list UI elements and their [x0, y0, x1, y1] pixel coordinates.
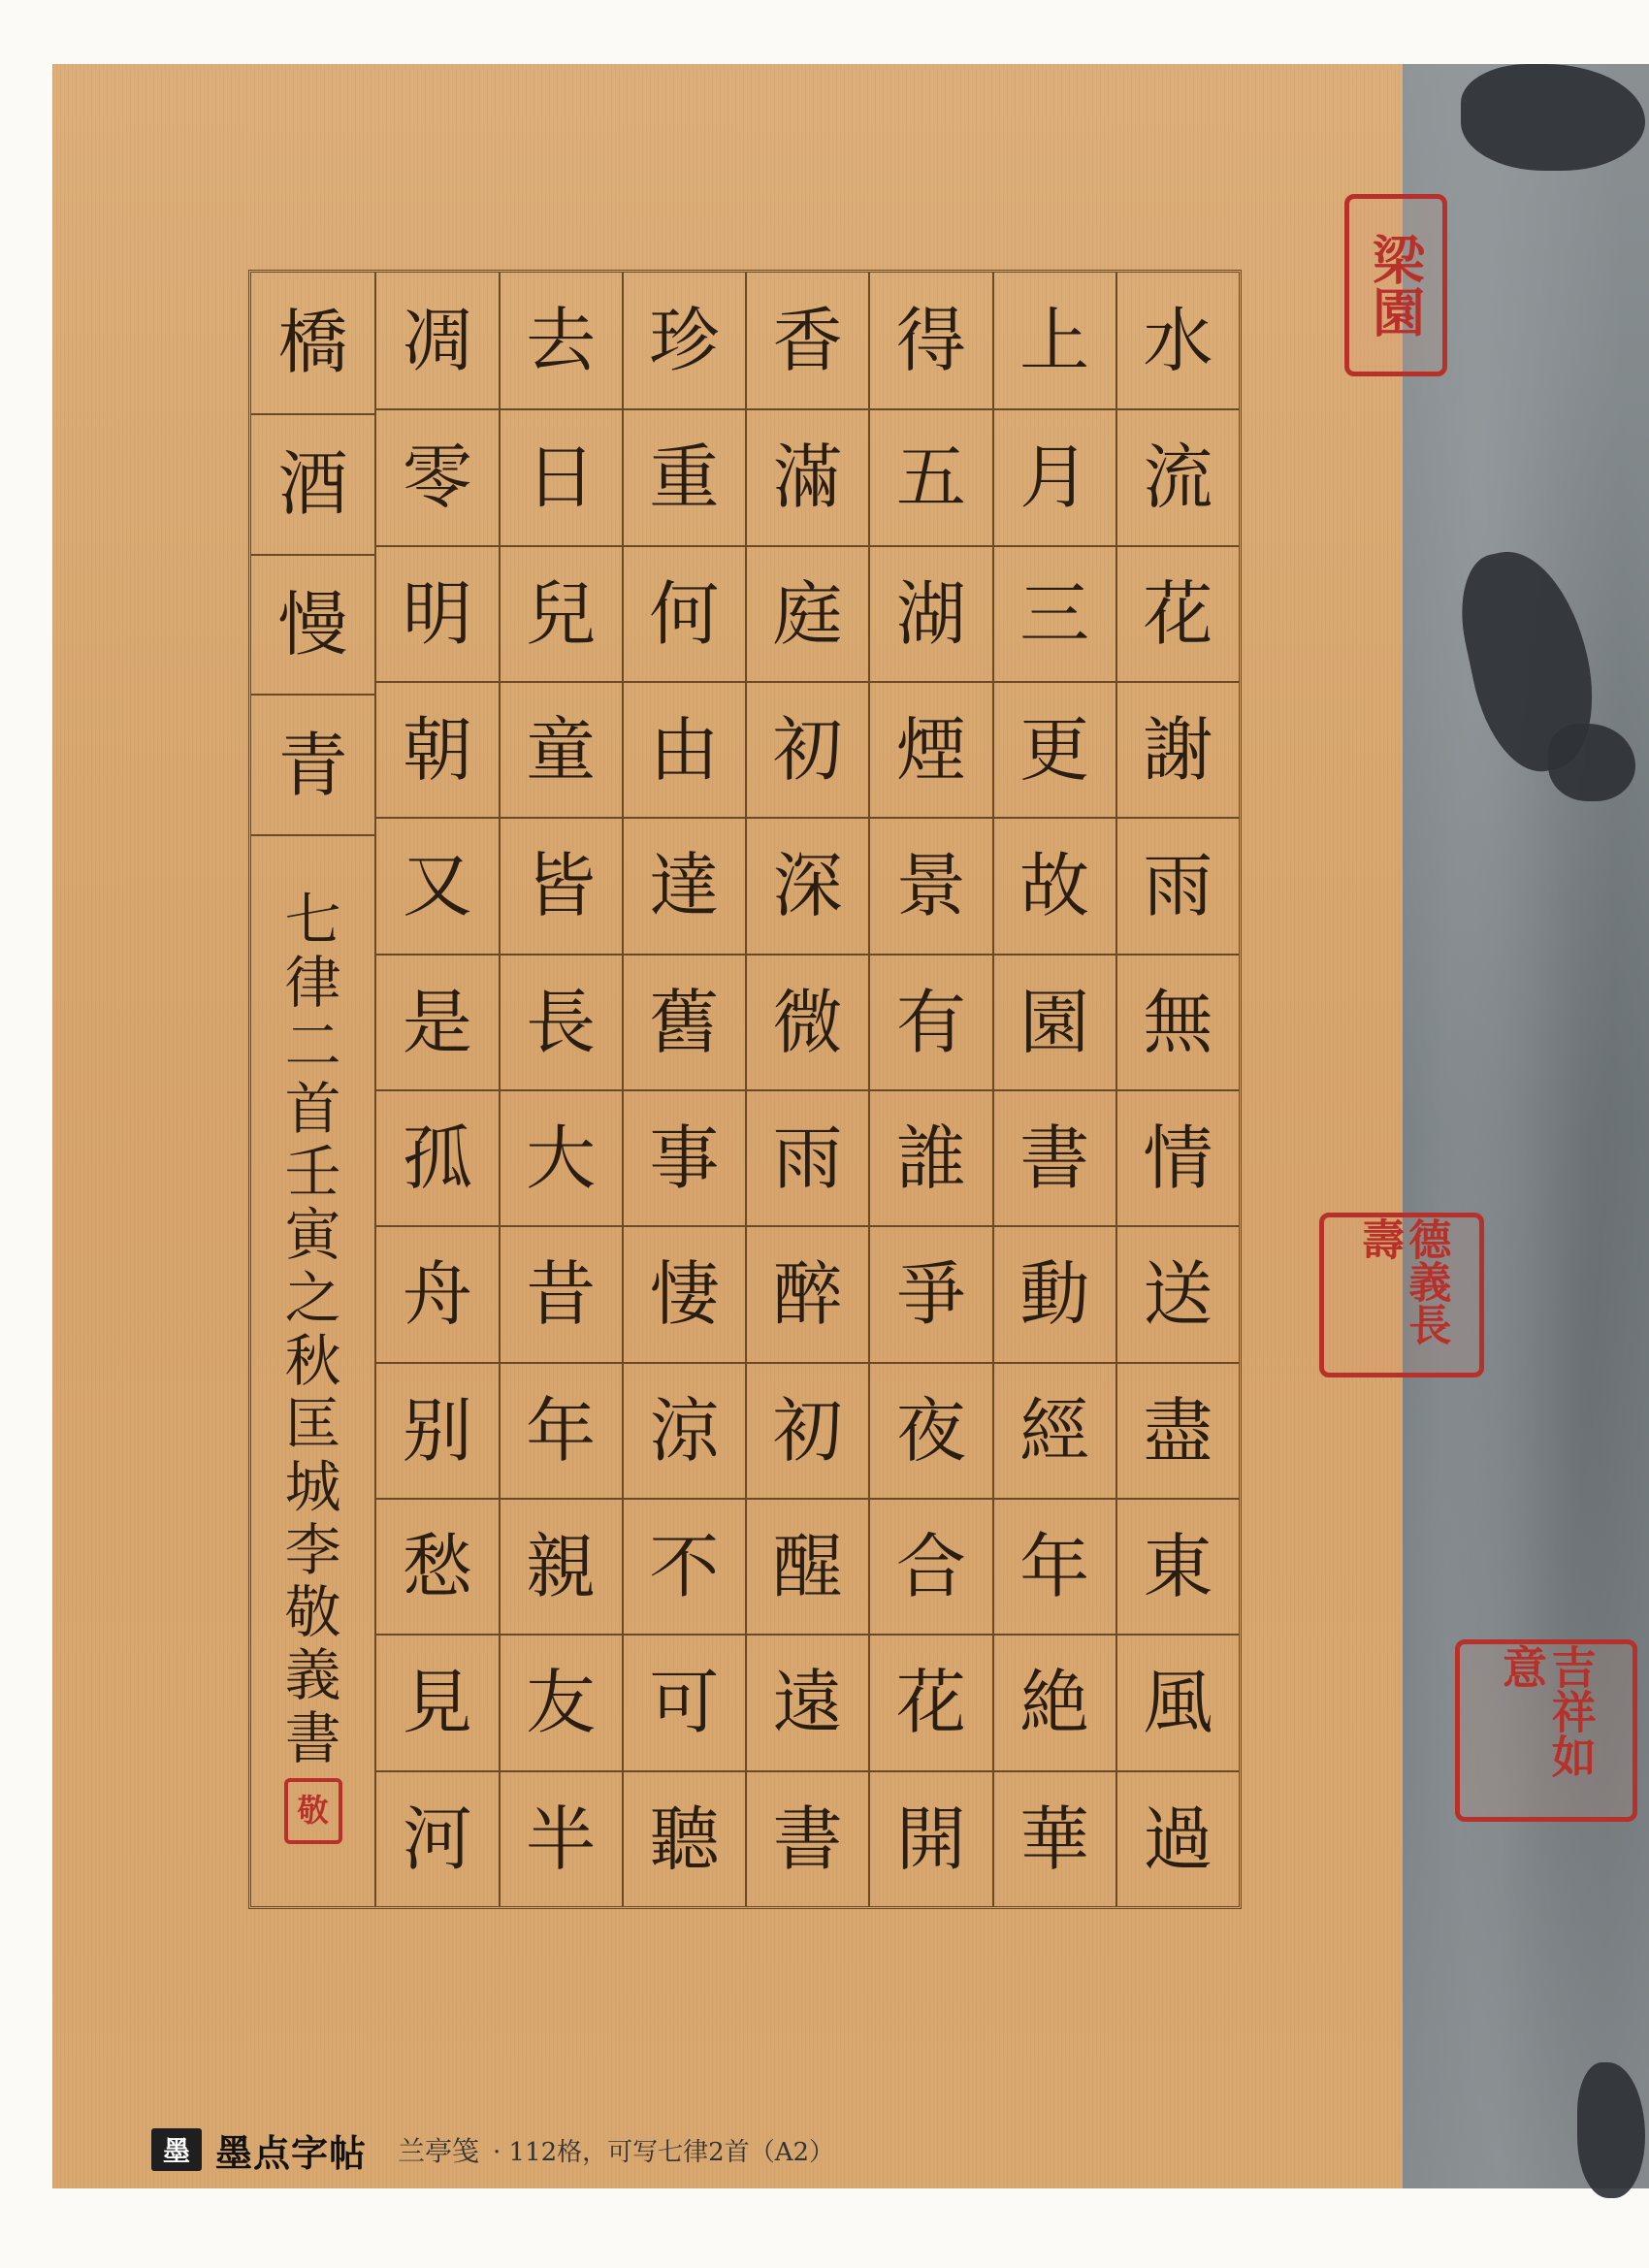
- small-seal: 敬: [284, 1778, 342, 1844]
- grid-cell: 誰: [870, 1089, 991, 1225]
- grid-cell: 昔: [501, 1225, 622, 1361]
- brand-name: 墨点字帖: [215, 2131, 368, 2175]
- grid-cell: 爭: [870, 1225, 991, 1361]
- writing-grid: [248, 270, 1242, 1909]
- grid-cell: 皆: [501, 817, 622, 953]
- grid-cell: 微: [747, 954, 868, 1089]
- rubbing-stroke: [1548, 724, 1635, 801]
- column-3: [499, 273, 622, 1906]
- grid-cell: 涼: [624, 1362, 745, 1498]
- grid-cell: 醉: [747, 1225, 868, 1361]
- grid-cell: 醒: [747, 1498, 868, 1634]
- grid-cell: 年: [501, 1362, 622, 1498]
- grid-cell: 深: [747, 817, 868, 953]
- grid-cell: 上: [1019, 300, 1090, 382]
- grid-cell: 親: [501, 1498, 622, 1634]
- signature-char: 之: [284, 1264, 341, 1331]
- grid-cell: 初: [747, 1362, 868, 1498]
- grid-cell: 慢: [251, 554, 374, 695]
- grid-cell: 謝: [1117, 681, 1239, 817]
- signature-char: 二: [284, 1012, 341, 1079]
- rubbing-stroke: [1461, 64, 1645, 171]
- grid-cell: 水: [1143, 300, 1213, 382]
- grid-cell: 庭: [747, 545, 868, 681]
- grid-cell: 又: [376, 817, 498, 953]
- signature-inscription: [251, 834, 374, 1906]
- grid-cell: 雨: [1117, 817, 1239, 953]
- grid-cell: 珍: [649, 300, 720, 382]
- grid-cell: 景: [870, 817, 991, 953]
- grid-cell: 不: [624, 1498, 745, 1634]
- grid-cell: 孤: [376, 1089, 498, 1225]
- signature-char: 七: [284, 887, 341, 953]
- grid-cell: 遠: [747, 1634, 868, 1769]
- grid-cell: 初: [747, 681, 868, 817]
- grid-cell: 合: [870, 1498, 991, 1634]
- seal-top: 梁園: [1344, 194, 1447, 376]
- signature-char: 城: [284, 1453, 341, 1520]
- grid-cell: 河: [376, 1770, 498, 1906]
- grid-cell: 花: [870, 1634, 991, 1769]
- grid-cell: 零: [376, 408, 498, 544]
- grid-cell: 煙: [870, 681, 991, 817]
- grid-cell: 悽: [624, 1225, 745, 1361]
- grid-cell: 經: [994, 1362, 1116, 1498]
- signature-char: 李: [284, 1516, 341, 1583]
- grid-cell: 見: [376, 1634, 498, 1769]
- column-6: [868, 273, 991, 1906]
- grid-cell: 明: [376, 545, 498, 681]
- grid-cell: 送: [1117, 1225, 1239, 1361]
- brand-logo-icon: 墨: [151, 2128, 202, 2171]
- grid-cell: 兒: [501, 545, 622, 681]
- grid-cell: 盡: [1117, 1362, 1239, 1498]
- rubbing-stroke: [1577, 2062, 1645, 2198]
- grid-cell: 月: [994, 408, 1116, 544]
- signature-char: 壬: [284, 1138, 341, 1205]
- grid-cell: 酒: [251, 413, 374, 554]
- grid-cell: 去: [526, 300, 597, 382]
- seal-middle: 德義長壽: [1319, 1213, 1484, 1377]
- grid-cell: 童: [501, 681, 622, 817]
- stone-rubbing-strip: [1403, 64, 1649, 2188]
- grid-cell: 半: [501, 1770, 622, 1906]
- column-5: [745, 273, 868, 1906]
- grid-cell: 可: [624, 1634, 745, 1769]
- grid-cell: 華: [994, 1770, 1116, 1906]
- grid-cell: 東: [1117, 1498, 1239, 1634]
- signature-char: 敬: [284, 1579, 341, 1646]
- grid-cell: 風: [1117, 1634, 1239, 1769]
- grid-cell: 長: [501, 954, 622, 1089]
- grid-cell: 有: [870, 954, 991, 1089]
- grid-cell: 友: [501, 1634, 622, 1769]
- grid-cell: 動: [994, 1225, 1116, 1361]
- seal-bottom: 吉祥如意: [1455, 1639, 1637, 1822]
- grid-cell: 重: [624, 408, 745, 544]
- grid-cell: 五: [870, 408, 991, 544]
- grid-cell: 花: [1117, 545, 1239, 681]
- grid-cell: 舟: [376, 1225, 498, 1361]
- grid-cell: 無: [1117, 954, 1239, 1089]
- last-column: [251, 273, 374, 1906]
- grid-cell: 書: [994, 1089, 1116, 1225]
- grid-cell: 故: [994, 817, 1116, 953]
- grid-cell: 香: [772, 300, 843, 382]
- grid-cell: 日: [501, 408, 622, 544]
- grid-cell: 絶: [994, 1634, 1116, 1769]
- grid-cell: 達: [624, 817, 745, 953]
- column-7: [992, 273, 1116, 1906]
- grid-cell: 聽: [624, 1770, 745, 1906]
- grid-cell: 夜: [870, 1362, 991, 1498]
- grid-cell: 凋: [402, 300, 472, 382]
- grid-cell: 愁: [376, 1498, 498, 1634]
- grid-cell: 流: [1117, 408, 1239, 544]
- grid-cell: 大: [501, 1089, 622, 1225]
- signature-char: 首: [284, 1075, 341, 1142]
- grid-cell: 事: [624, 1089, 745, 1225]
- grid-cell: 書: [747, 1770, 868, 1906]
- grid-cell: 别: [376, 1362, 498, 1498]
- grid-cell: 橋: [277, 302, 348, 384]
- signature-char: 寅: [284, 1201, 341, 1268]
- grid-cell: 青: [251, 694, 374, 834]
- grid-cell: 湖: [870, 545, 991, 681]
- grid-cell: 雨: [747, 1089, 868, 1225]
- column-2: [374, 273, 498, 1906]
- grid-cell: 園: [994, 954, 1116, 1089]
- grid-cell: 開: [870, 1770, 991, 1906]
- grid-cell: 是: [376, 954, 498, 1089]
- signature-char: 義: [284, 1642, 341, 1709]
- grid-cell: 更: [994, 681, 1116, 817]
- grid-cell: 過: [1117, 1770, 1239, 1906]
- grid-cell: 滿: [747, 408, 868, 544]
- grid-cell: 年: [994, 1498, 1116, 1634]
- footer: [151, 2121, 834, 2179]
- grid-cell: 由: [624, 681, 745, 817]
- paper-description: · 112格，可写七律2首（A2）: [493, 2137, 835, 2167]
- signature-char: 匡: [284, 1390, 341, 1457]
- grid-cell: 何: [624, 545, 745, 681]
- paper-title: 兰亭笺: [398, 2135, 480, 2167]
- grid-cell: 三: [994, 545, 1116, 681]
- signature-char: 秋: [284, 1327, 341, 1394]
- column-8: [1116, 273, 1239, 1906]
- column-4: [622, 273, 745, 1906]
- grid-cell: 得: [895, 300, 966, 382]
- grid-cell: 情: [1117, 1089, 1239, 1225]
- grid-cell: 舊: [624, 954, 745, 1089]
- signature-char: 律: [284, 949, 341, 1016]
- grid-cell: 朝: [376, 681, 498, 817]
- signature-char: 書: [284, 1705, 341, 1772]
